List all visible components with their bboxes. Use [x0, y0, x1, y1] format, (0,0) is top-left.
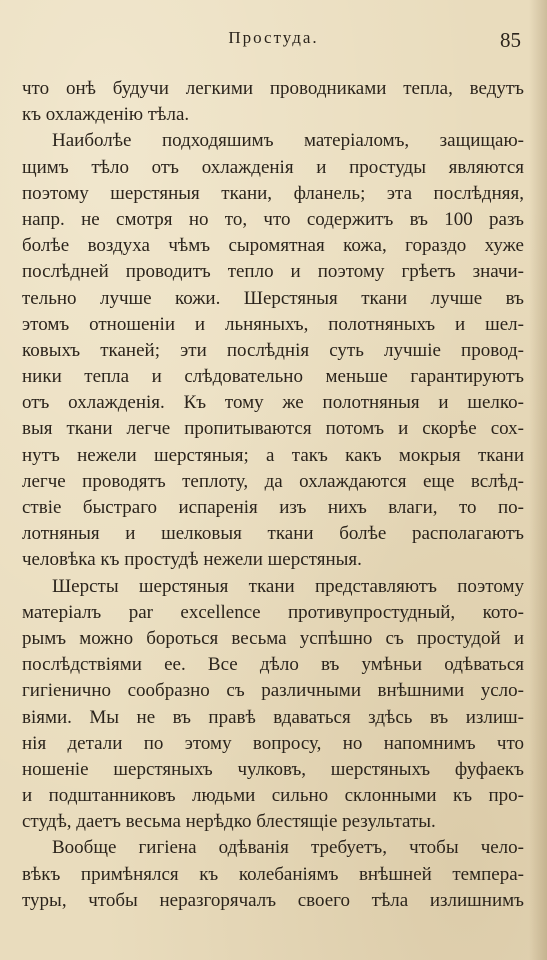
text-line: Шерсты шерстяныя ткани представляютъ поэтому: [52, 575, 524, 597]
text-line: ковыхъ тканей; эти послѣднія суть лучшіе провод-: [22, 339, 524, 361]
page-edge-shadow: [529, 0, 547, 960]
text-line: что онѣ будучи легкими проводниками тепла, ведутъ: [22, 78, 524, 99]
text-line: послѣдствіями ее. Все дѣло въ умѣньи одѣваться: [22, 654, 524, 676]
text-line: вѣкъ примѣнялся къ колебаніямъ внѣшней темпера-: [22, 863, 524, 885]
running-title: Простуда.: [228, 28, 319, 47]
text-line: туры, чтобы неразгорячалъ своего тѣла излишнимъ: [22, 889, 524, 911]
text-line: легче проводятъ теплоту, да охлаждаются еще вслѣд-: [22, 470, 524, 492]
text-line: ники тепла и слѣдовательно меньше гарантируютъ: [22, 366, 524, 388]
text-line: этомъ отношеніи и льняныхъ, полотняныхъ и шел-: [22, 313, 524, 335]
text-line: нія детали по этому вопросу, но напомнимъ что: [22, 732, 524, 754]
text-line: лотняныя и шелковыя ткани болѣе располагаютъ: [22, 523, 524, 545]
body-text: [22, 76, 524, 914]
text-line: отъ охлажденія. Къ тому же полотняныя и шелко-: [22, 392, 524, 414]
text-line: рымъ можно бороться весьма успѣшно съ простудой и: [22, 627, 524, 649]
text-line: ношеніе шерстяныхъ чулковъ, шерстяныхъ фуфаекъ: [22, 758, 524, 780]
text-line: студѣ, даетъ весьма нерѣдко блестящіе результаты.: [22, 811, 436, 833]
text-line: напр. не смотря но то, что содержитъ въ 100 разъ: [22, 208, 524, 230]
text-line: щимъ тѣло отъ охлажденія и простуды являются: [22, 156, 524, 178]
text-line: человѣка къ простудѣ нежели шерстяныя.: [22, 549, 362, 571]
text-line: Вообще гигіена одѣванія требуетъ, чтобы чело-: [52, 837, 524, 859]
text-line: поэтому шерстяныя ткани, фланель; эта послѣдняя,: [22, 182, 524, 204]
text-line: Наиболѣе подходяшимъ матеріаломъ, защищаю-: [52, 130, 524, 152]
text-line: болѣе воздуха чѣмъ сыромятная кожа, гораздо хуже: [22, 235, 524, 257]
text-line: послѣдней проводитъ тепло и поэтому грѣетъ значи-: [22, 261, 524, 283]
text-line: тельно лучше кожи. Шерстяныя ткани лучше въ: [22, 287, 524, 309]
page-number: 85: [500, 28, 521, 52]
text-line: къ охлажденію тѣла.: [22, 104, 190, 126]
text-line: выя ткани легче пропитываются потомъ и скорѣе сох-: [22, 418, 524, 440]
text-line: віями. Мы не въ правѣ вдаваться здѣсь въ излиш-: [22, 706, 524, 728]
running-head: [26, 28, 521, 58]
text-line: матеріалъ par excellence противупростудный, кото-: [22, 601, 524, 623]
text-line: нутъ нежели шерстяныя; а такъ какъ мокрыя ткани: [22, 444, 524, 466]
text-line: ствіе быстраго испаренія изъ нихъ влаги, то по-: [22, 497, 524, 518]
text-line: гигіенично сообразно съ различными внѣшними усло-: [22, 680, 524, 702]
text-line: и подштанниковъ людьми сильно склонными къ про-: [22, 785, 524, 807]
